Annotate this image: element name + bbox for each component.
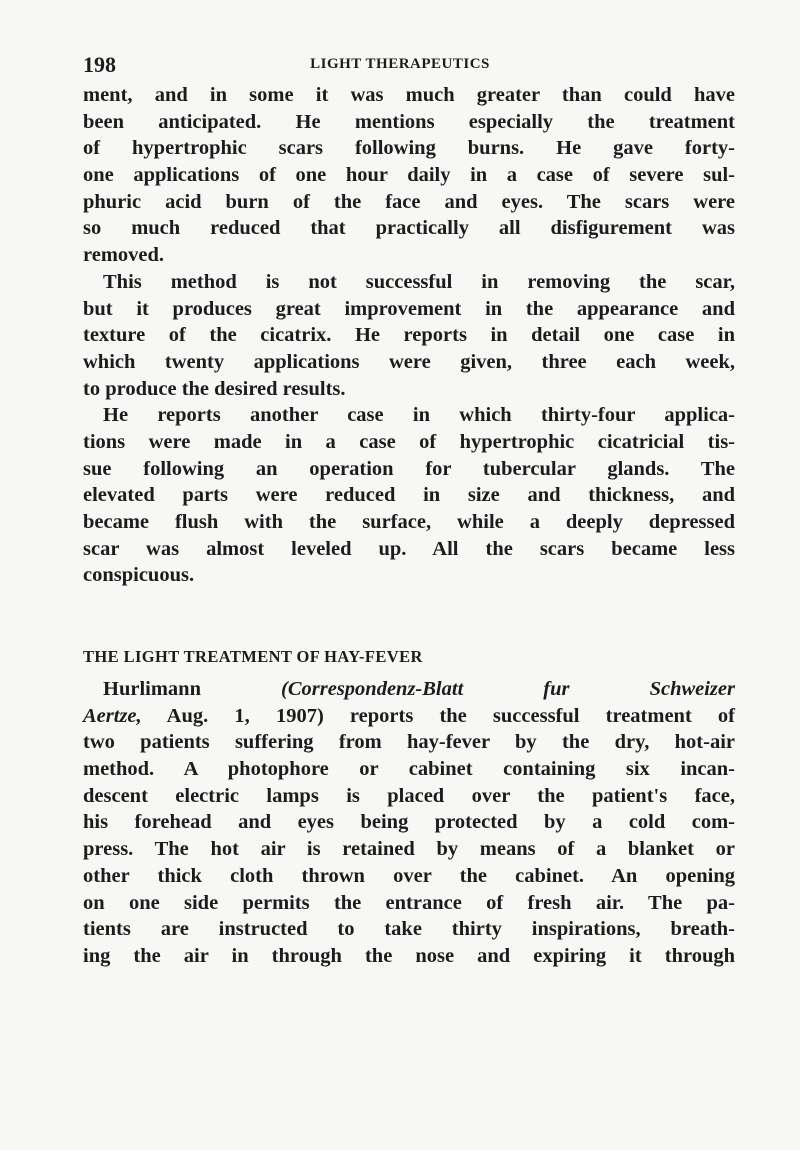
text-line [83, 890, 735, 917]
text-segment: Hurlimann [103, 678, 282, 700]
text-line [83, 756, 735, 783]
text-line [83, 456, 735, 483]
text-line [83, 676, 735, 703]
text-segment: other thick cloth thrown over the cabinet. An opening [83, 864, 735, 887]
text-segment: one applications of one hour daily in a case of severe sul- [83, 164, 735, 187]
text-line [83, 916, 735, 943]
running-header: LIGHT THERAPEUTICS [310, 56, 490, 72]
text-line [83, 376, 735, 403]
text-segment: sue following an operation for tubercular glands. The [83, 457, 735, 480]
text-line [83, 943, 735, 970]
page-number: 198 [83, 52, 116, 77]
text-segment: scar was almost leveled up. All the scars became less [83, 537, 735, 560]
text-line [83, 322, 735, 349]
text-line [83, 562, 735, 589]
text-line [83, 783, 735, 810]
text-segment: ing the air in through the nose and expiring it through [83, 944, 735, 967]
text-segment: tients are instructed to take thirty inspirations, breath- [83, 918, 735, 941]
text-line [83, 215, 735, 242]
text-segment: removed. [83, 244, 165, 267]
text-segment: texture of the cicatrix. He reports in detail one case in [83, 324, 735, 347]
text-line [83, 703, 735, 730]
text-line [83, 135, 735, 162]
text-line [83, 269, 735, 296]
text-segment: but it produces great improvement in the appearance and [83, 297, 735, 320]
body-text-section-1 [83, 82, 735, 589]
text-segment: method. A photophore or cabinet containing six incan- [83, 758, 735, 781]
text-segment: descent electric lamps is placed over the patient's face, [83, 784, 735, 807]
text-segment: on one side permits the entrance of fresh air. The pa- [83, 891, 735, 914]
text-segment: two patients suffering from hay-fever by the dry, hot-air [83, 731, 735, 754]
text-segment: so much reduced that practically all disfigurement was [83, 217, 735, 240]
italic-citation: (Correspondenz-Blatt fur Schweizer [281, 678, 735, 700]
text-line [83, 296, 735, 323]
text-segment: his forehead and eyes being protected by a cold com- [83, 811, 735, 834]
text-line [83, 189, 735, 216]
text-segment: became flush with the surface, while a deeply depressed [83, 511, 735, 533]
text-segment: press. The hot air is retained by means of a blanket or [83, 838, 735, 861]
text-segment: been anticipated. He mentions especially the treatment [83, 110, 735, 133]
text-line [83, 162, 735, 189]
text-line [83, 809, 735, 836]
text-segment: phuric acid burn of the face and eyes. The scars were [83, 190, 735, 213]
text-line [83, 509, 735, 536]
text-line [83, 836, 735, 863]
text-segment: elevated parts were reduced in size and thickness, and [83, 484, 735, 507]
text-line [83, 242, 735, 269]
text-line [83, 482, 735, 509]
text-line [83, 429, 735, 456]
text-line [83, 109, 735, 136]
text-segment: He reports another case in which thirty-four applica- [103, 404, 735, 427]
italic-citation: Aertze, [83, 704, 142, 727]
text-segment: which twenty applications were given, three each week, [83, 350, 735, 373]
text-line [83, 82, 735, 109]
text-segment: conspicuous. [83, 564, 195, 587]
text-line [83, 402, 735, 429]
text-segment: This method is not successful in removing the scar, [103, 270, 735, 293]
text-segment: of hypertrophic scars following burns. He gave forty- [83, 137, 735, 160]
text-segment: to produce the desired results. [83, 377, 346, 400]
text-line [83, 729, 735, 756]
text-segment: Aug. 1, 1907) reports the successful treatment of [141, 704, 735, 727]
text-segment: ment, and in some it was much greater than could have [83, 84, 735, 106]
text-line [83, 349, 735, 376]
text-segment: tions were made in a case of hypertrophic cicatricial tis- [83, 430, 735, 453]
section-heading: THE LIGHT TREATMENT OF HAY-FEVER [83, 647, 423, 666]
body-text-section-2 [83, 676, 735, 970]
text-line [83, 863, 735, 890]
text-line [83, 536, 735, 563]
